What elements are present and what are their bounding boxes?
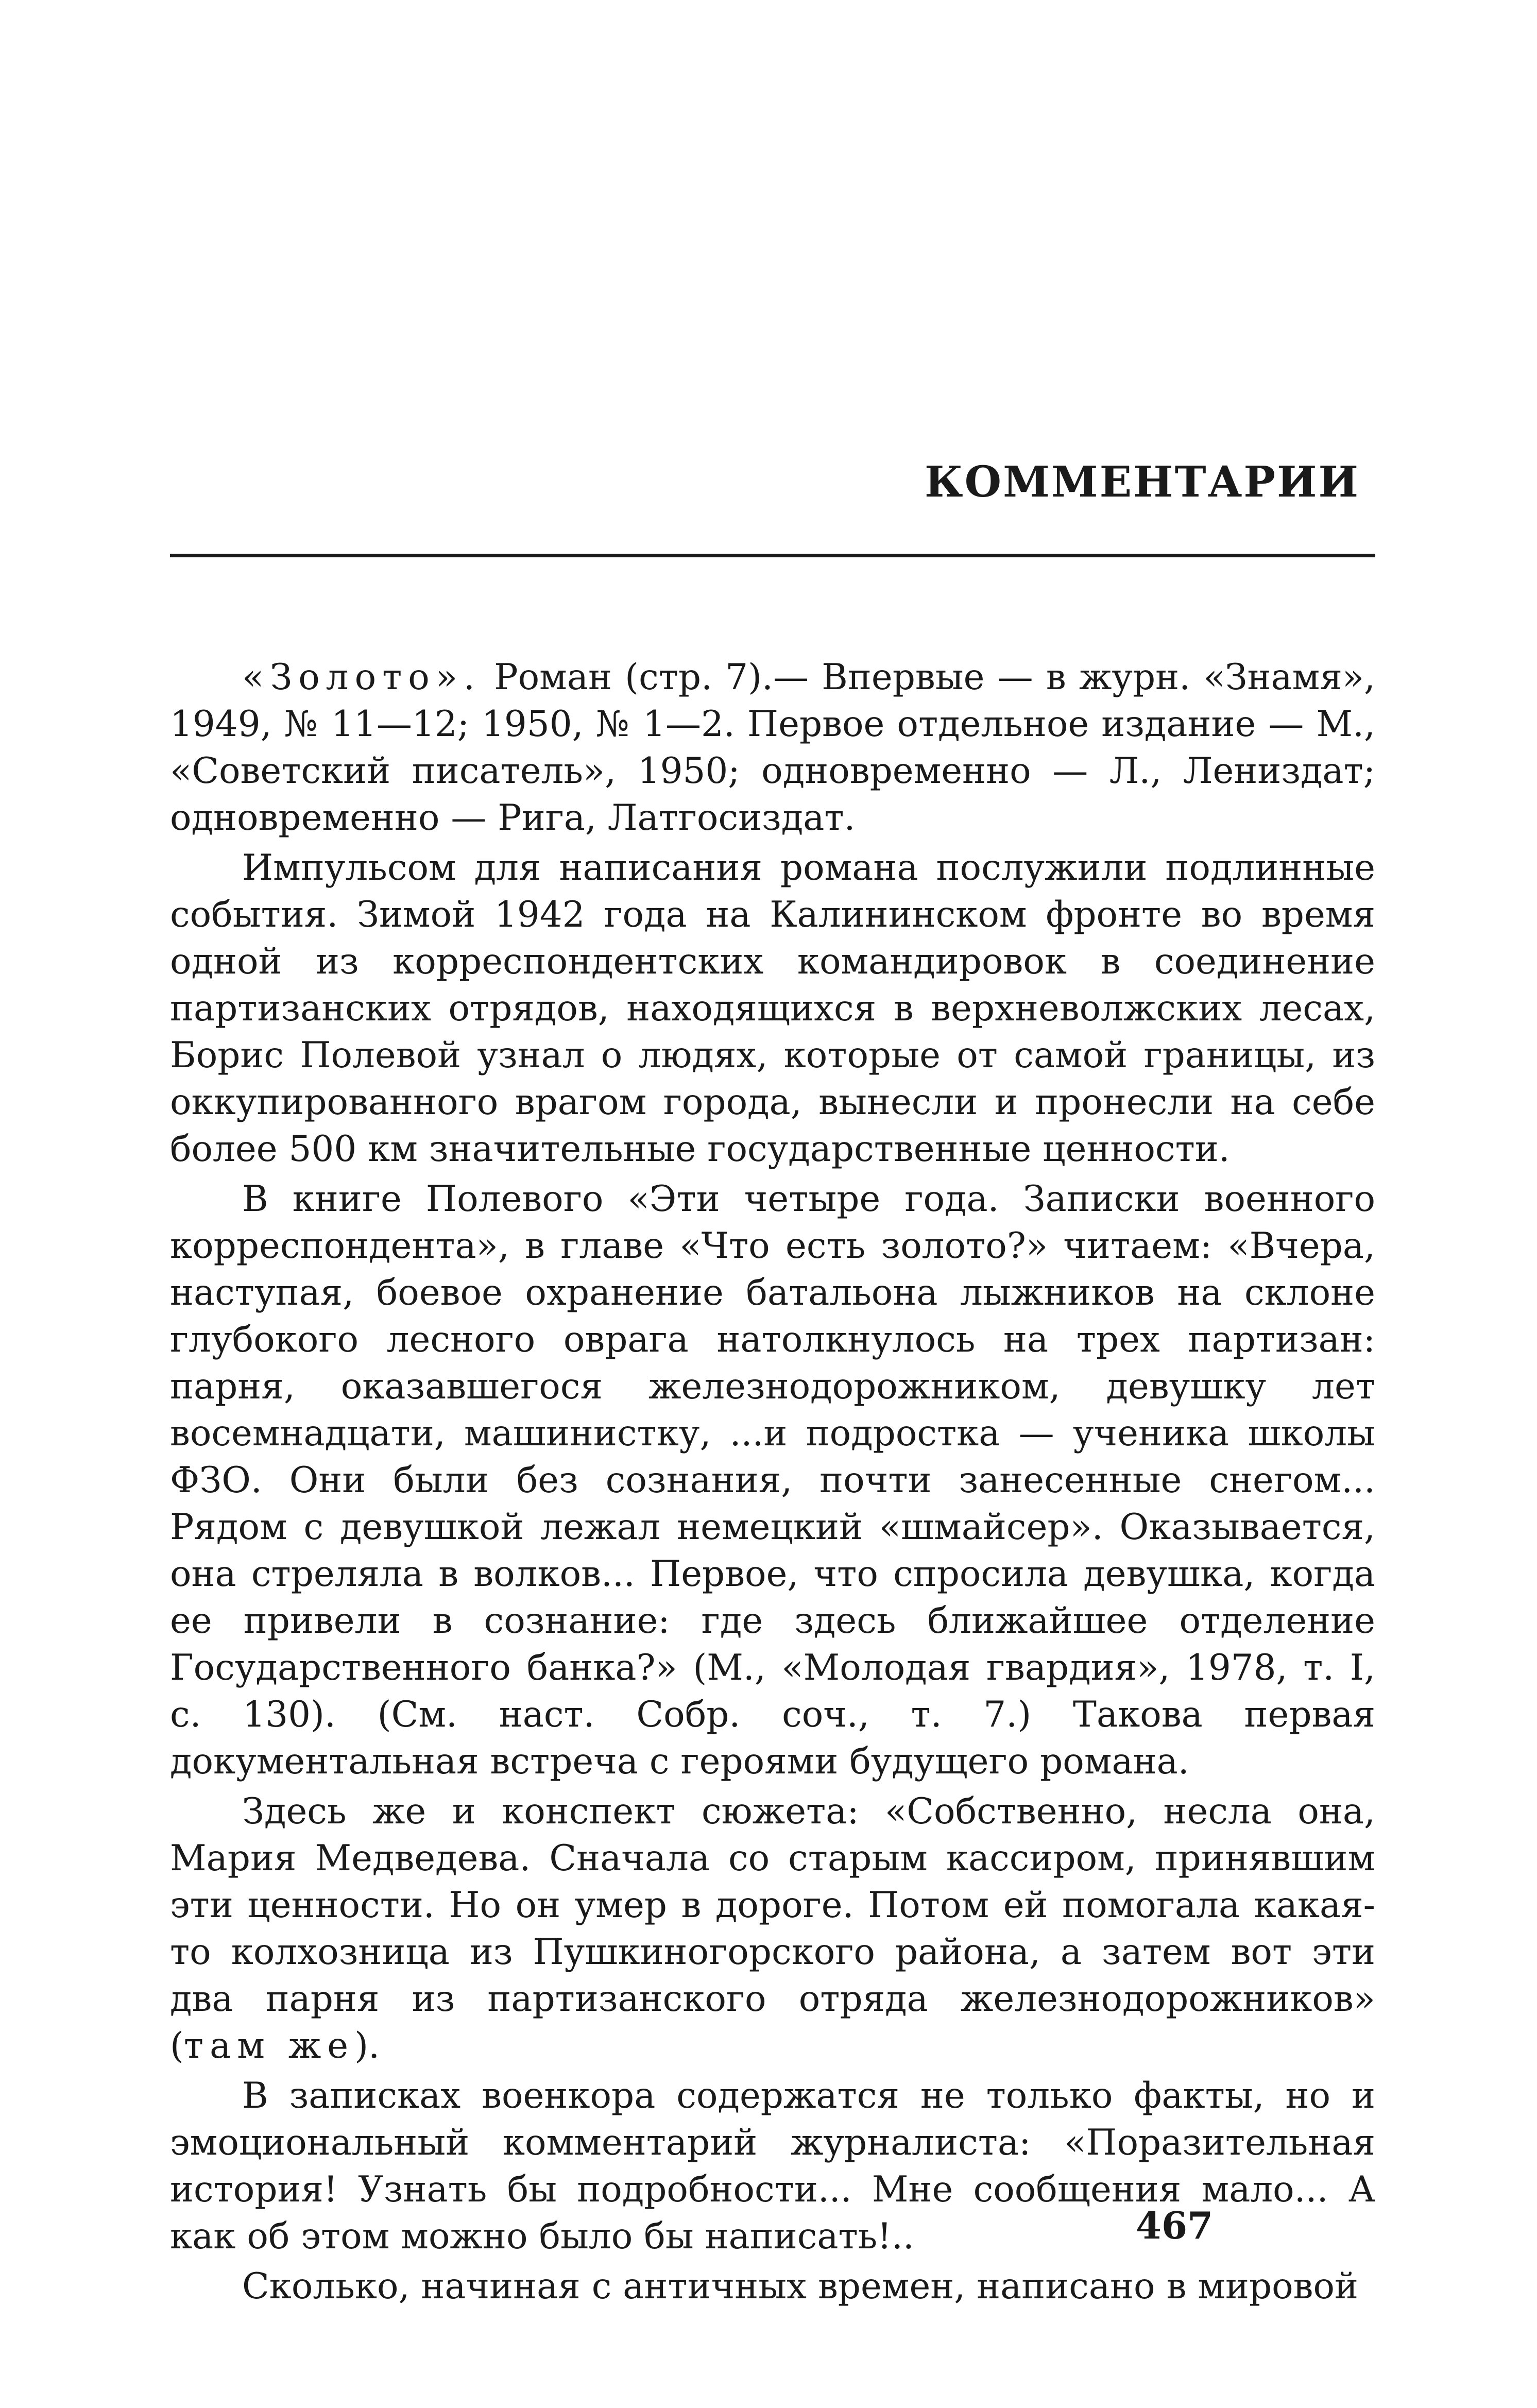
commentary-body bbox=[170, 654, 1375, 2313]
paragraph-6: Сколько, начиная с античных времен, написано в мировой bbox=[242, 2266, 1359, 2307]
paragraph-5: В записках военкора содержатся не только факты, но и эмоциональный комментарий журналиста: «Поразительная история! Узнать бы подробности... Мне сообщения мало... А как об этом можно было бы написать!.. bbox=[170, 2075, 1375, 2257]
paragraph-1 bbox=[170, 654, 1375, 842]
paragraph-3: В книге Полевого «Эти четыре года. Записки военного корреспондента», в главе «Что есть золото?» читаем: «Вчера, наступая, боевое охранение батальона лыжников на склоне глубокого лесного оврага натолкнулось на трех партизан: парня, оказавшегося железнодорожником, девушку лет восемнадцати, машинистку, ...и подростка — ученика школы ФЗО. Они были без сознания, почти занесенные снегом... Рядом с девушкой лежал немецкий «шмайсер». Оказывается, она стреляла в волков... Первое, что спросила девушка, когда ее привели в сознание: где здесь ближайшее отделение Государственного банка?» (М., «Молодая гвардия», 1978, т. I, с. 130). (См. наст. Собр. соч., т. 7.) Такова первая документальная встреча с героями будущего романа. bbox=[170, 1179, 1375, 1782]
paragraph-4-text: Здесь же и конспект сюжета: «Собственно, несла она, Мария Медведева. Сначала со старым кассиром, принявшим эти ценности. Но он умер в дороге. Потом ей помогала какая-то колхозница из Пушкиногорского района, а затем вот эти два парня из партизанского отряда железнодорожников» ( bbox=[170, 1791, 1375, 2067]
work-title: «Золото». bbox=[242, 657, 481, 698]
paragraph-4-tail: ). bbox=[354, 2025, 380, 2067]
citation-spaced: там же bbox=[183, 2025, 355, 2067]
section-heading: КОММЕНТАРИИ bbox=[925, 457, 1360, 507]
paragraph-1-text: Роман (стр. 7).— Впервые — в журн. «Знамя», 1949, № 11—12; 1950, № 1—2. Первое отдельное издание — М., «Советский писатель», 1950; одновременно — Л., Лениздат; одновременно — Рига, Латгосиздат. bbox=[170, 657, 1375, 839]
page-number: 467 bbox=[1135, 2204, 1214, 2247]
paragraph-4 bbox=[170, 1788, 1375, 2070]
paragraph-2: Импульсом для написания романа послужили подлинные события. Зимой 1942 года на Калининском фронте во время одной из корреспондентских командировок в соединение партизанских отрядов, находящихся в верхневолжских лесах, Борис Полевой узнал о людях, которые от самой границы, из оккупированного врагом города, вынесли и пронесли на себе более 500 км значительные государственные ценности. bbox=[170, 847, 1375, 1170]
horizontal-rule bbox=[170, 554, 1375, 557]
